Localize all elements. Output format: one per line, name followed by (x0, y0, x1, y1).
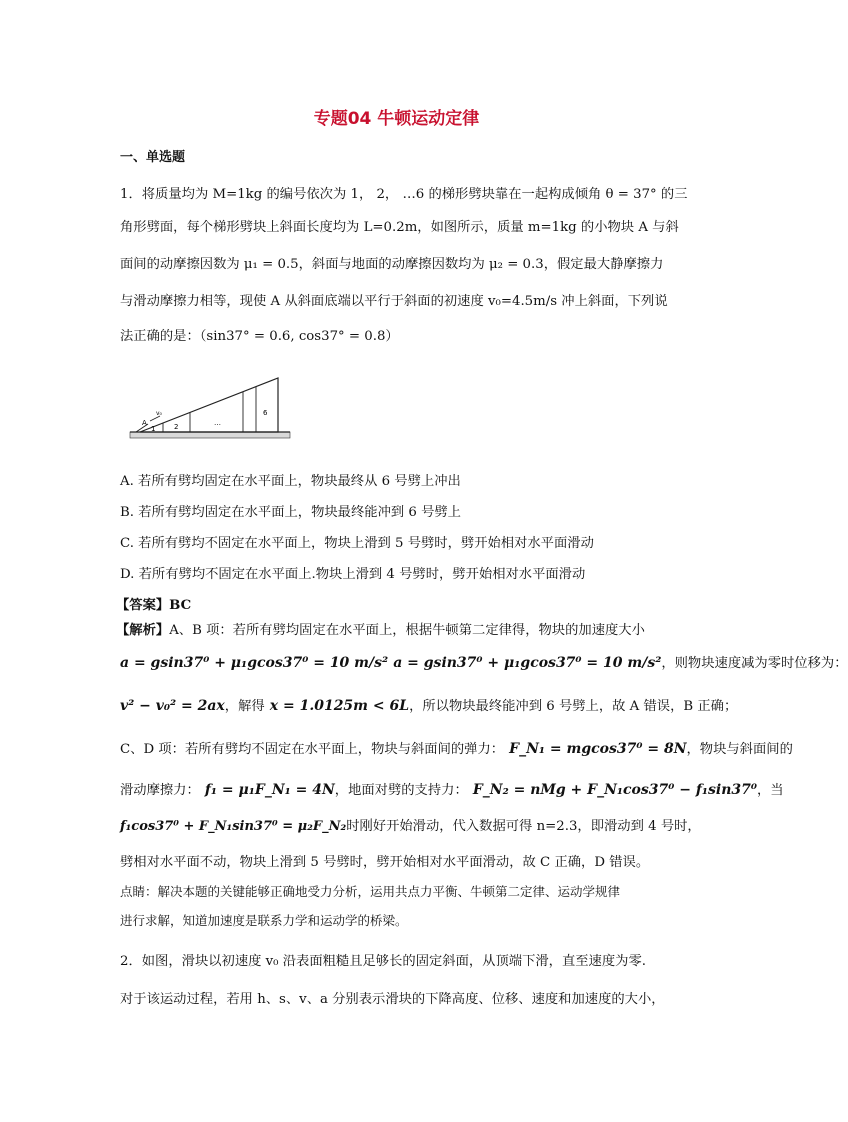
case-cd-text: C、D 项：若所有劈均不固定在水平面上，物块与斜面间的弹力： (120, 742, 505, 757)
formula-line-4 (120, 779, 784, 798)
analysis-text: A、B 项：若所有劈均固定在水平面上，根据牛顿第二定律得，物块的加速度大小 (169, 623, 645, 638)
analysis-line-1 (116, 619, 645, 638)
option-b: B. 若所有劈均固定在水平面上，物块最终能冲到 6 号劈上 (120, 505, 461, 520)
analysis-head: 【解析】 (116, 623, 170, 638)
formula-acceleration-repeat: a = gsin37⁰ + μ₁gcos37⁰ = 10 m/s² (393, 655, 662, 671)
formula-normal-force: F_N₁ = mgcos37⁰ = 8N (509, 741, 687, 757)
page-title: 专题04 牛顿运动定律 (313, 109, 480, 129)
section-heading: 一、单选题 (120, 150, 186, 165)
formula-friction: f₁ = μ₁F_N₁ = 4N (204, 782, 335, 798)
formula-support-force: F_N₂ = nMg + F_N₁cos37⁰ − f₁sin37⁰ (472, 782, 757, 798)
formula-displacement: x = 1.0125m < 6L (269, 698, 410, 714)
solve-text: ，解得 (224, 699, 265, 714)
formula-line-1 (120, 652, 848, 671)
option-c: C. 若所有劈均不固定在水平面上，物块上滑到 5 号劈时，劈开始相对水平面滑动 (120, 536, 594, 551)
formula-slide-condition: f₁cos37⁰ + F_N₁sin37⁰ = μ₂F_N₂ (120, 819, 347, 834)
conclusion-text: ，所以物块最终能冲到 6 号劈上，故 A 错误，B 正确； (409, 699, 738, 714)
formula-line-3 (120, 738, 793, 757)
note-line-1: 点睛：解决本题的关键能够正确地受力分析，运用共点力平衡、牛顿第二定律、运动学规律 (120, 884, 621, 899)
friction-label: 滑动摩擦力： (120, 783, 200, 798)
velocity-label: v₀ (156, 410, 162, 417)
formula-kinematics: v² − v₀² = 2ax (120, 698, 225, 714)
analysis-conclusion: 劈相对水平面不动，物块上滑到 5 号劈时，劈开始相对水平面滑动，故 C 正确，D 错误。 (120, 855, 650, 870)
wedge-figure (128, 370, 293, 442)
question-1-line-1: 1．将质量均为 M=1kg 的编号依次为 1， 2， …6 的梯形劈块靠在一起构成倾角 θ = 37° 的三 (120, 187, 688, 202)
note-line-2: 进行求解，知道加速度是联系力学和运动学的桥梁。 (120, 913, 408, 928)
question-2-line-1: 2．如图，滑块以初速度 v₀ 沿表面粗糙且足够长的固定斜面，从顶端下滑，直至速度为零. (120, 954, 646, 969)
question-2-line-2: 对于该运动过程，若用 h、s、v、a 分别表示滑块的下降高度、位移、速度和加速度的大小， (120, 992, 665, 1007)
block-1-label: 1 (151, 425, 156, 433)
formula-acceleration: a = gsin37⁰ + μ₁gcos37⁰ = 10 m/s² (120, 655, 389, 671)
question-1-line-3: 面间的动摩擦因数为 μ₁ = 0.5，斜面与地面的动摩擦因数均为 μ₂ = 0.3，假定最大静摩擦力 (120, 257, 664, 272)
question-1-line-2: 角形劈面，每个梯形劈块上斜面长度均为 L=0.2m，如图所示，质量 m=1kg 的小物块 A 与斜 (120, 220, 679, 235)
question-1-line-4: 与滑动摩擦力相等，现使 A 从斜面底端以平行于斜面的初速度 v₀=4.5m/s 冲上斜面，下列说 (120, 294, 668, 309)
option-d: D. 若所有劈均不固定在水平面上.物块上滑到 4 号劈时，劈开始相对水平面滑动 (120, 567, 586, 582)
case-cd-suffix: ，物块与斜面间的 (686, 742, 793, 757)
option-a: A. 若所有劈均固定在水平面上，物块最终从 6 号劈上冲出 (120, 474, 461, 489)
formula-line-5 (120, 815, 701, 834)
block-2-label: 2 (174, 423, 179, 431)
block-a-label: A (142, 419, 147, 427)
block-6-label: 6 (263, 409, 268, 417)
when-text: ，当 (757, 783, 784, 798)
question-1-line-5: 法正确的是：（sin37° = 0.6, cos37° = 0.8） (120, 329, 399, 344)
slide-condition-text: 时刚好开始滑动，代入数据可得 n=2.3，即滑动到 4 号时， (346, 819, 701, 834)
answer: 【答案】BC (116, 598, 192, 613)
wedge-outline (140, 378, 278, 432)
block-ellipsis-label: … (214, 419, 221, 427)
support-label: ，地面对劈的支持力： (334, 783, 468, 798)
formula-suffix: ，则物块速度减为零时位移为： (661, 656, 848, 671)
formula-line-2 (120, 695, 737, 714)
